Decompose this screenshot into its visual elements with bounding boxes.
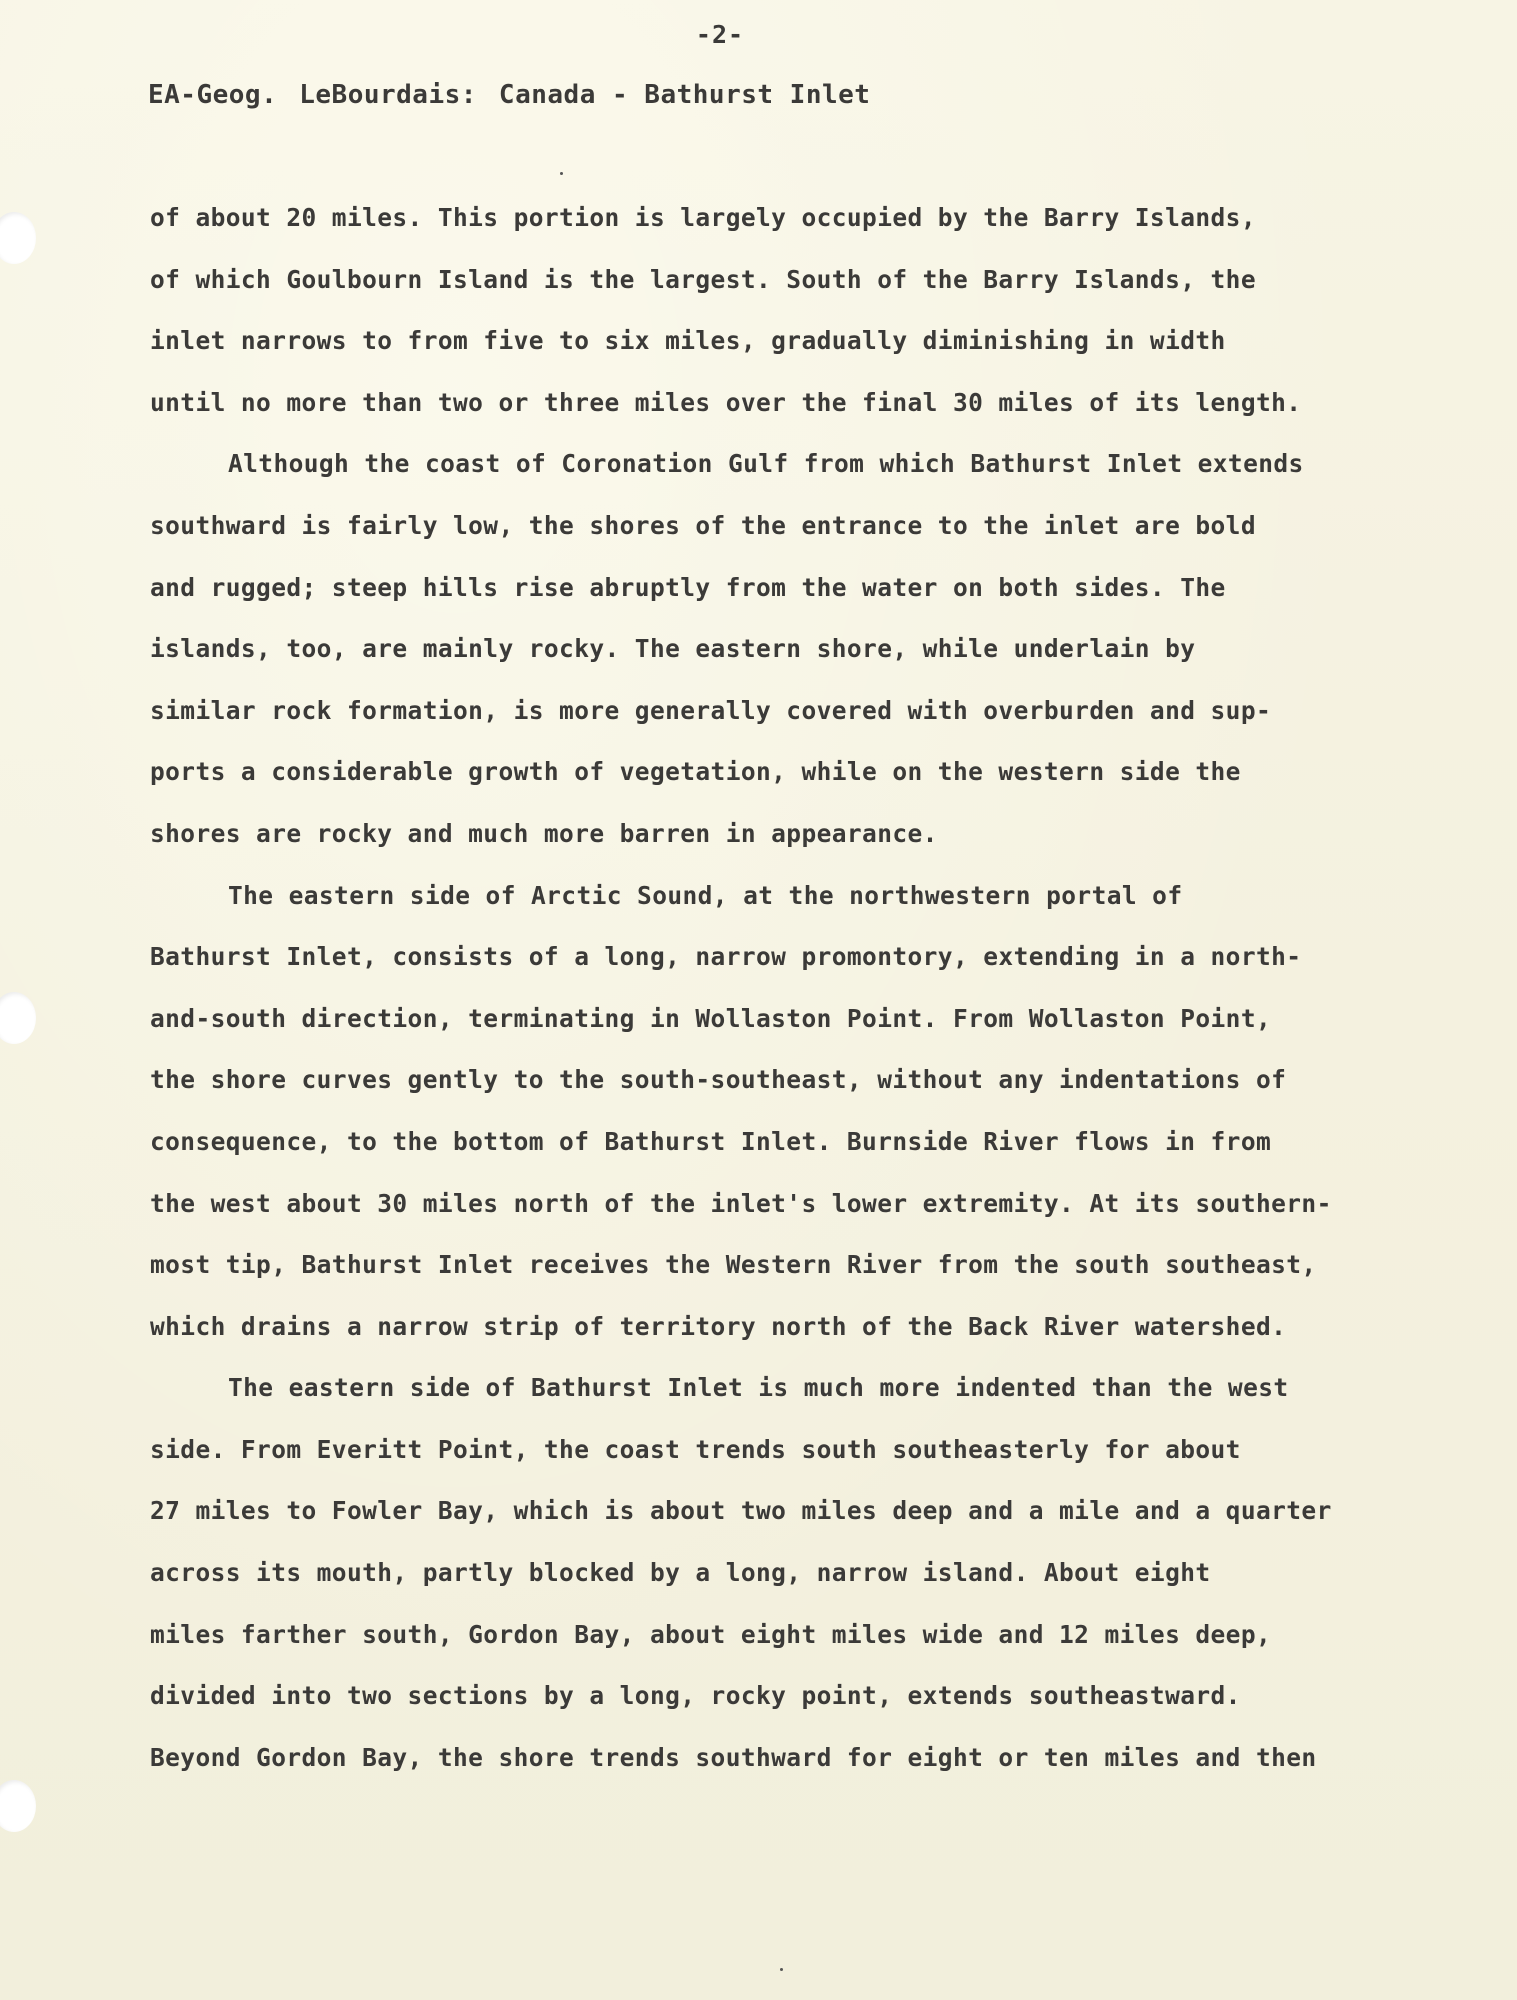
text-line: and rugged; steep hills rise abruptly from the water on both sides. The (150, 572, 1226, 602)
text-line: ports a considerable growth of vegetation, while on the western side the (150, 757, 1241, 787)
text-line: across its mouth, partly blocked by a long, narrow island. About eight (150, 1558, 1211, 1588)
text-line: The eastern side of Bathurst Inlet is much more indented than the west (228, 1373, 1289, 1403)
text-line: similar rock formation, is more generally covered with overburden and sup- (150, 695, 1272, 725)
header-author: LeBourdais: (299, 80, 477, 110)
punch-hole (0, 1780, 36, 1832)
text-line: islands, too, are mainly rocky. The eastern shore, while underlain by (150, 634, 1196, 664)
text-line: southward is fairly low, the shores of the entrance to the inlet are bold (150, 510, 1256, 540)
text-line: the shore curves gently to the south-southeast, without any indentations of (150, 1065, 1287, 1095)
punch-hole (0, 212, 36, 264)
text-line: inlet narrows to from five to six miles, gradually diminishing in width (150, 326, 1226, 356)
text-line: and-south direction, terminating in Wollaston Point. From Wollaston Point, (150, 1003, 1272, 1033)
text-line: of which Goulbourn Island is the largest. South of the Barry Islands, the (150, 264, 1256, 294)
paper-speck (560, 172, 563, 175)
text-line: Beyond Gordon Bay, the shore trends southward for eight or ten miles and then (150, 1742, 1317, 1772)
punch-hole (0, 992, 36, 1044)
text-line: Although the coast of Coronation Gulf from which Bathurst Inlet extends (228, 449, 1304, 479)
body-text (150, 200, 1400, 1801)
text-line: which drains a narrow strip of territory north of the Back River watershed. (150, 1311, 1287, 1341)
text-line: miles farther south, Gordon Bay, about eight miles wide and 12 miles deep, (150, 1619, 1272, 1649)
text-line: side. From Everitt Point, the coast trends south southeasterly for about (150, 1434, 1241, 1464)
text-line: shores are rocky and much more barren in appearance. (150, 818, 938, 848)
page-number: -2- (695, 20, 745, 49)
text-line: the west about 30 miles north of the inlet's lower extremity. At its southern- (150, 1188, 1332, 1218)
text-line: consequence, to the bottom of Bathurst Inlet. Burnside River flows in from (150, 1126, 1272, 1156)
paper-speck (780, 1968, 783, 1971)
document-header (148, 80, 870, 110)
text-line: The eastern side of Arctic Sound, at the northwestern portal of (228, 880, 1183, 910)
text-line: Bathurst Inlet, consists of a long, narrow promontory, extending in a north- (150, 942, 1302, 972)
text-line: of about 20 miles. This portion is largely occupied by the Barry Islands, (150, 203, 1256, 232)
text-line: divided into two sections by a long, rocky point, extends southeastward. (150, 1681, 1241, 1711)
text-line: until no more than two or three miles over the final 30 miles of its length. (150, 387, 1302, 417)
text-line: 27 miles to Fowler Bay, which is about two miles deep and a mile and a quarter (150, 1496, 1332, 1526)
header-classification: EA-Geog. (148, 80, 278, 110)
header-subject: Canada - Bathurst Inlet (498, 80, 871, 110)
text-line: most tip, Bathurst Inlet receives the Western River from the south southeast, (150, 1250, 1317, 1280)
